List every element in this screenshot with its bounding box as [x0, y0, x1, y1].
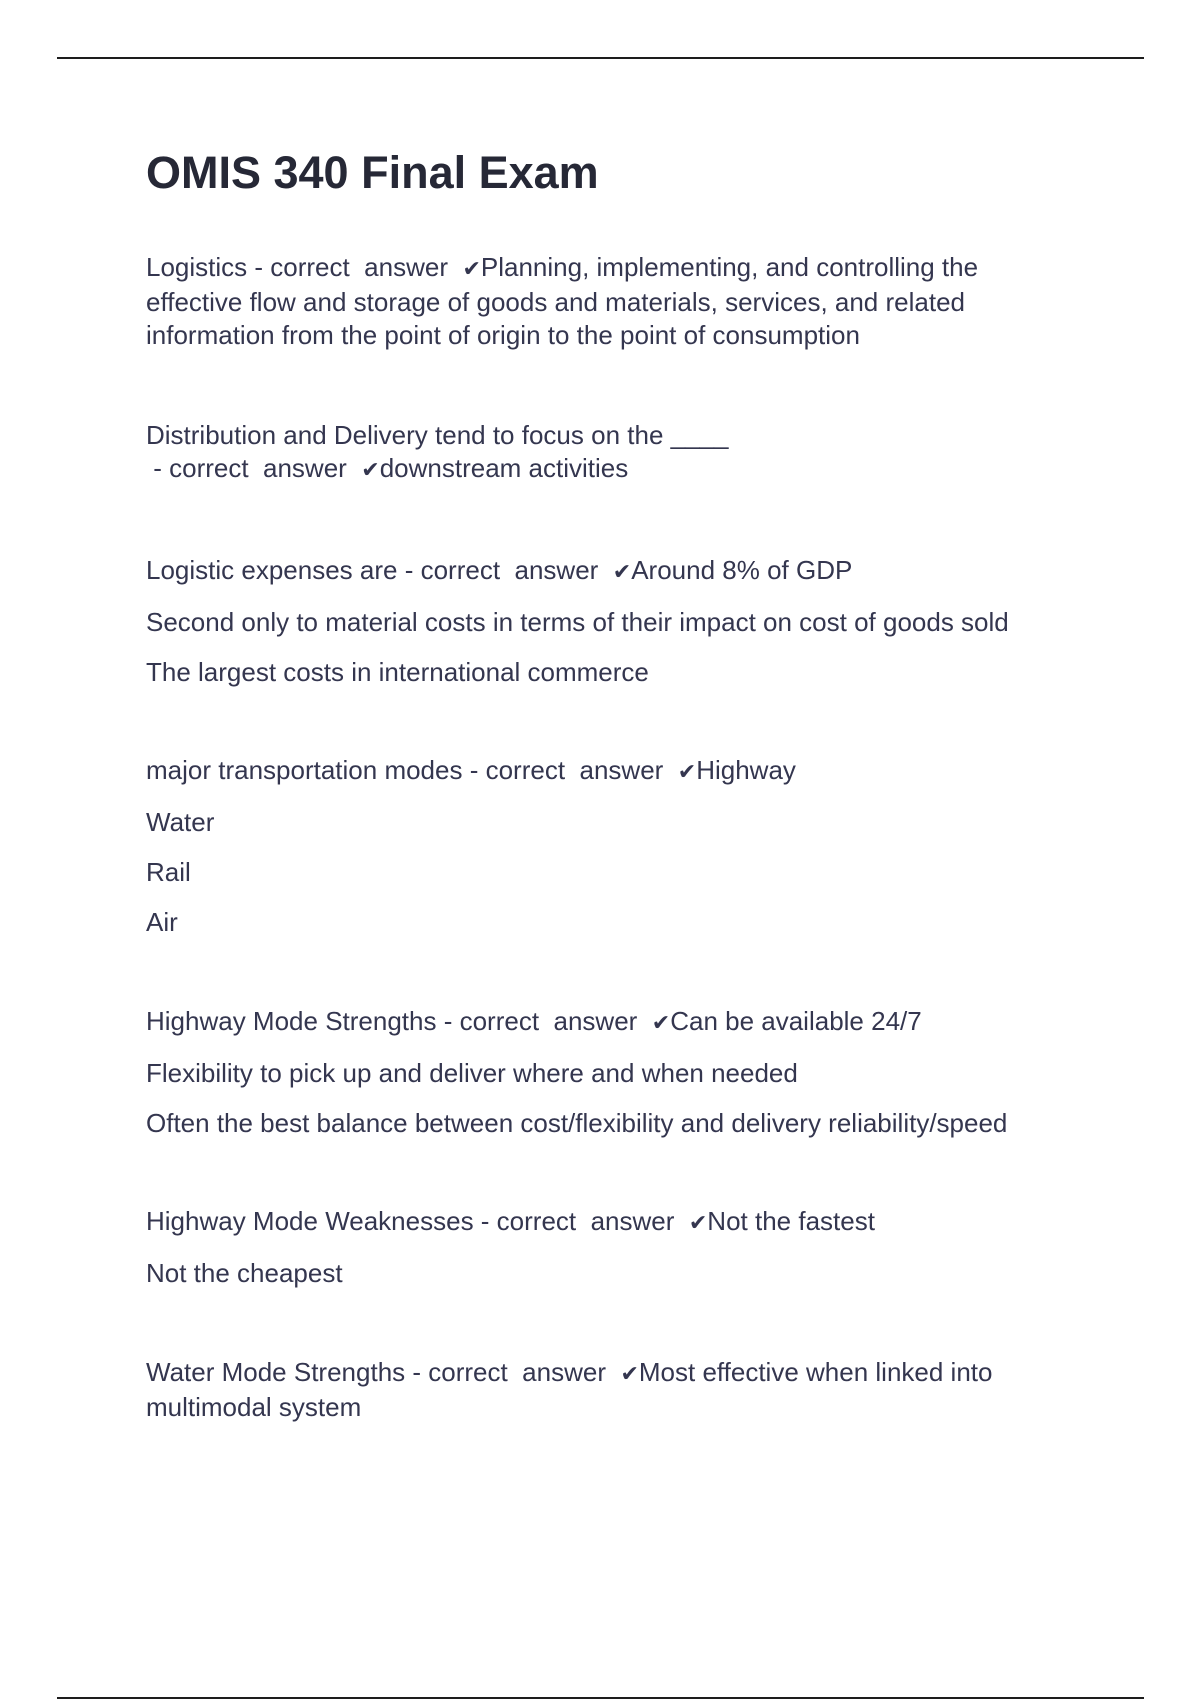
qa-line: [146, 419, 1076, 487]
check-icon: ✔: [688, 1211, 708, 1236]
check-icon: ✔: [361, 458, 380, 483]
qa-line: [146, 1005, 1076, 1040]
qa-line: [146, 251, 1076, 352]
answer: Around 8% of GDP: [631, 555, 853, 585]
answer: downstream activities: [379, 453, 629, 483]
term: Distribution and Delivery tend to focus on the ____: [146, 420, 729, 450]
check-icon: ✔: [677, 760, 697, 785]
qa-entry: [146, 1356, 1076, 1424]
qa-line: [146, 754, 1076, 789]
term: Highway Mode Weaknesses: [146, 1206, 474, 1236]
answer-separator: - correct answer: [247, 252, 463, 282]
qa-entry: [146, 1005, 1076, 1140]
answer-line: Often the best balance between cost/flexibility and delivery reliability/speed: [146, 1108, 1008, 1138]
qa-entry: [146, 554, 1076, 689]
answer: Highway: [696, 755, 796, 785]
qa-line: [146, 1356, 1076, 1424]
answer-separator: - correct answer: [405, 1357, 621, 1387]
answer-separator: - correct answer: [397, 555, 613, 585]
check-icon: ✔: [620, 1362, 639, 1387]
answer-line: Not the cheapest: [146, 1258, 343, 1288]
answer-line: Water: [146, 807, 215, 837]
bottom-rule: [57, 1697, 1144, 1699]
term: major transportation modes: [146, 755, 463, 785]
answer-line: Air: [146, 907, 178, 937]
term: Water Mode Strengths: [146, 1357, 406, 1387]
answer: Can be available 24/7: [670, 1006, 922, 1036]
term: Logistic expenses are: [146, 555, 398, 585]
term: Logistics: [146, 252, 248, 282]
term: Highway Mode Strengths: [146, 1006, 437, 1036]
answer-line: Second only to material costs in terms of their impact on cost of goods sold: [146, 607, 1009, 637]
answer-line: The largest costs in international commerce: [146, 657, 649, 687]
answer-line: Flexibility to pick up and deliver where and when needed: [146, 1058, 798, 1088]
answer-line: Rail: [146, 857, 191, 887]
check-icon: ✔: [651, 1011, 671, 1036]
qa-entry: [146, 754, 1076, 939]
check-icon: ✔: [612, 560, 632, 585]
qa-entry: [146, 1205, 1076, 1290]
answer: Most effective when linked into multimodal system: [146, 1357, 993, 1422]
answer: Not the fastest: [707, 1206, 875, 1236]
qa-line: [146, 1205, 1076, 1240]
qa-line: [146, 554, 1076, 589]
top-rule: [57, 57, 1144, 59]
check-icon: ✔: [462, 257, 481, 282]
answer-separator: - correct answer: [436, 1006, 652, 1036]
answer-separator: - correct answer: [146, 453, 362, 483]
qa-entry: [146, 251, 1076, 352]
page-title: OMIS 340 Final Exam: [146, 147, 599, 198]
answer: Planning, implementing, and controlling the effective flow and storage of goods and materials, services, and related information from the point of origin to the point of consumption: [146, 252, 979, 350]
answer-separator: - correct answer: [462, 755, 678, 785]
qa-entry: [146, 419, 1076, 487]
answer-separator: - correct answer: [473, 1206, 689, 1236]
